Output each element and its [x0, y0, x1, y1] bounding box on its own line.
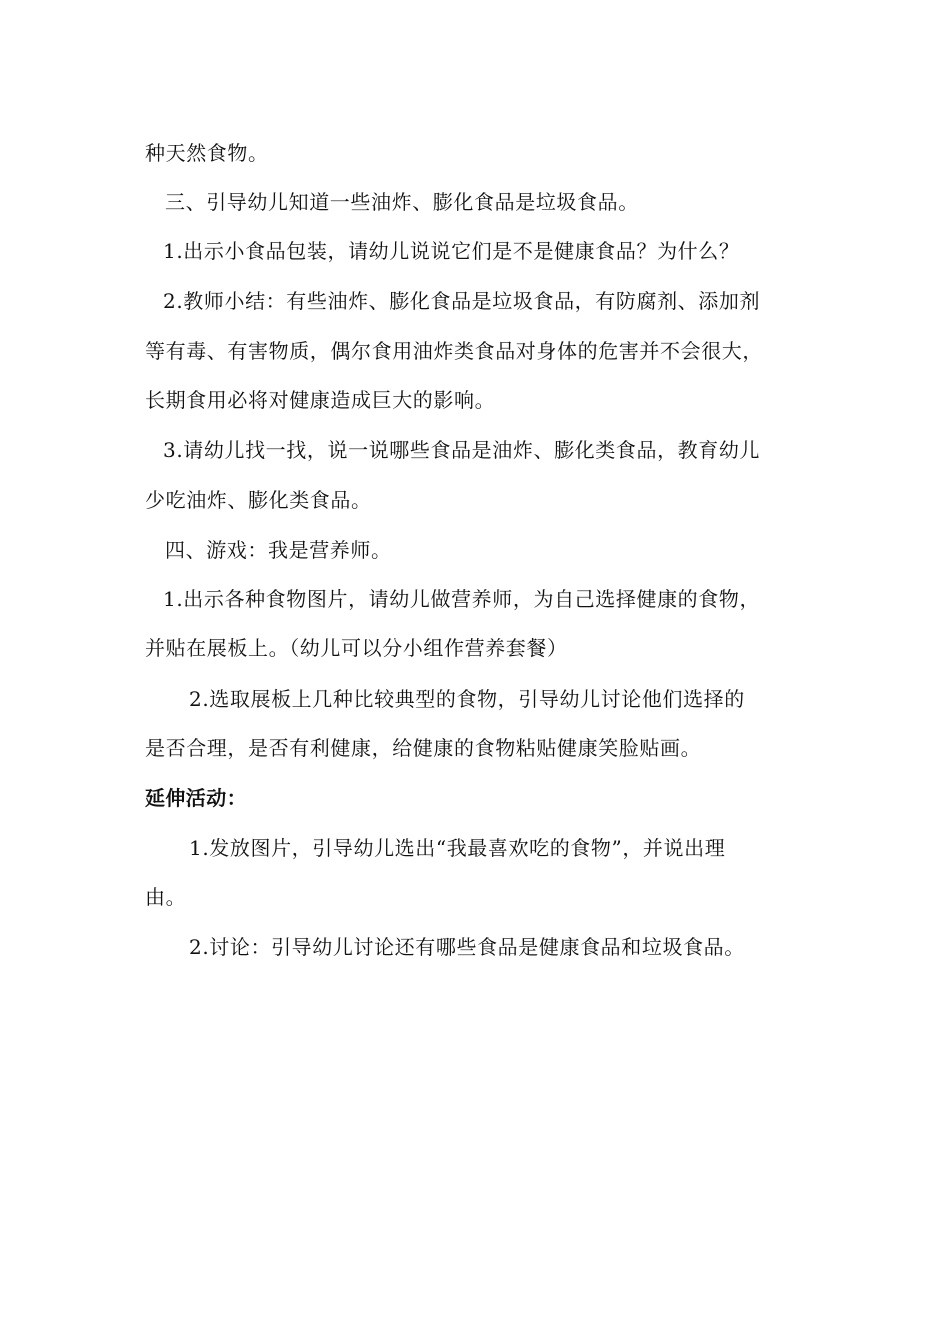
text-line: 3.请幼儿找一找，说一说哪些食品是油炸、膨化类食品，教育幼儿: [163, 438, 761, 462]
text-line: 长期食用必将对健康造成巨大的影响。: [145, 388, 496, 412]
text-line: 1.发放图片，引导幼儿选出“我最喜欢吃的食物”，并说出理: [189, 836, 726, 860]
extension-activity-heading: 延伸活动：: [145, 786, 247, 810]
text-line: 并贴在展板上。（幼儿可以分小组作营养套餐）: [145, 636, 568, 660]
text-line: 是否合理，是否有利健康，给健康的食物粘贴健康笑脸贴画。: [145, 736, 702, 760]
text-line: 少吃油炸、膨化类食品。: [145, 488, 372, 512]
text-line: 1.出示各种食物图片，请幼儿做营养师，为自己选择健康的食物，: [163, 587, 761, 611]
text-line: 等有毒、有害物质，偶尔食用油炸类食品对身体的危害并不会很大，: [145, 339, 763, 363]
text-line: 1.出示小食品包装，请幼儿说说它们是不是健康食品？为什么？: [163, 239, 740, 263]
section-heading-4: 四、游戏：我是营养师。: [165, 538, 392, 562]
text-line: 由。: [145, 885, 187, 909]
section-heading-3: 三、引导幼儿知道一些油炸、膨化食品是垃圾食品。: [165, 190, 639, 214]
text-line: 2.选取展板上几种比较典型的食物，引导幼儿讨论他们选择的: [189, 687, 745, 711]
text-line: 2.讨论：引导幼儿讨论还有哪些食品是健康食品和垃圾食品。: [189, 935, 745, 959]
text-line: 种天然食物。: [145, 141, 269, 165]
text-line: 2.教师小结：有些油炸、膨化食品是垃圾食品，有防腐剂、添加剂: [163, 289, 761, 313]
